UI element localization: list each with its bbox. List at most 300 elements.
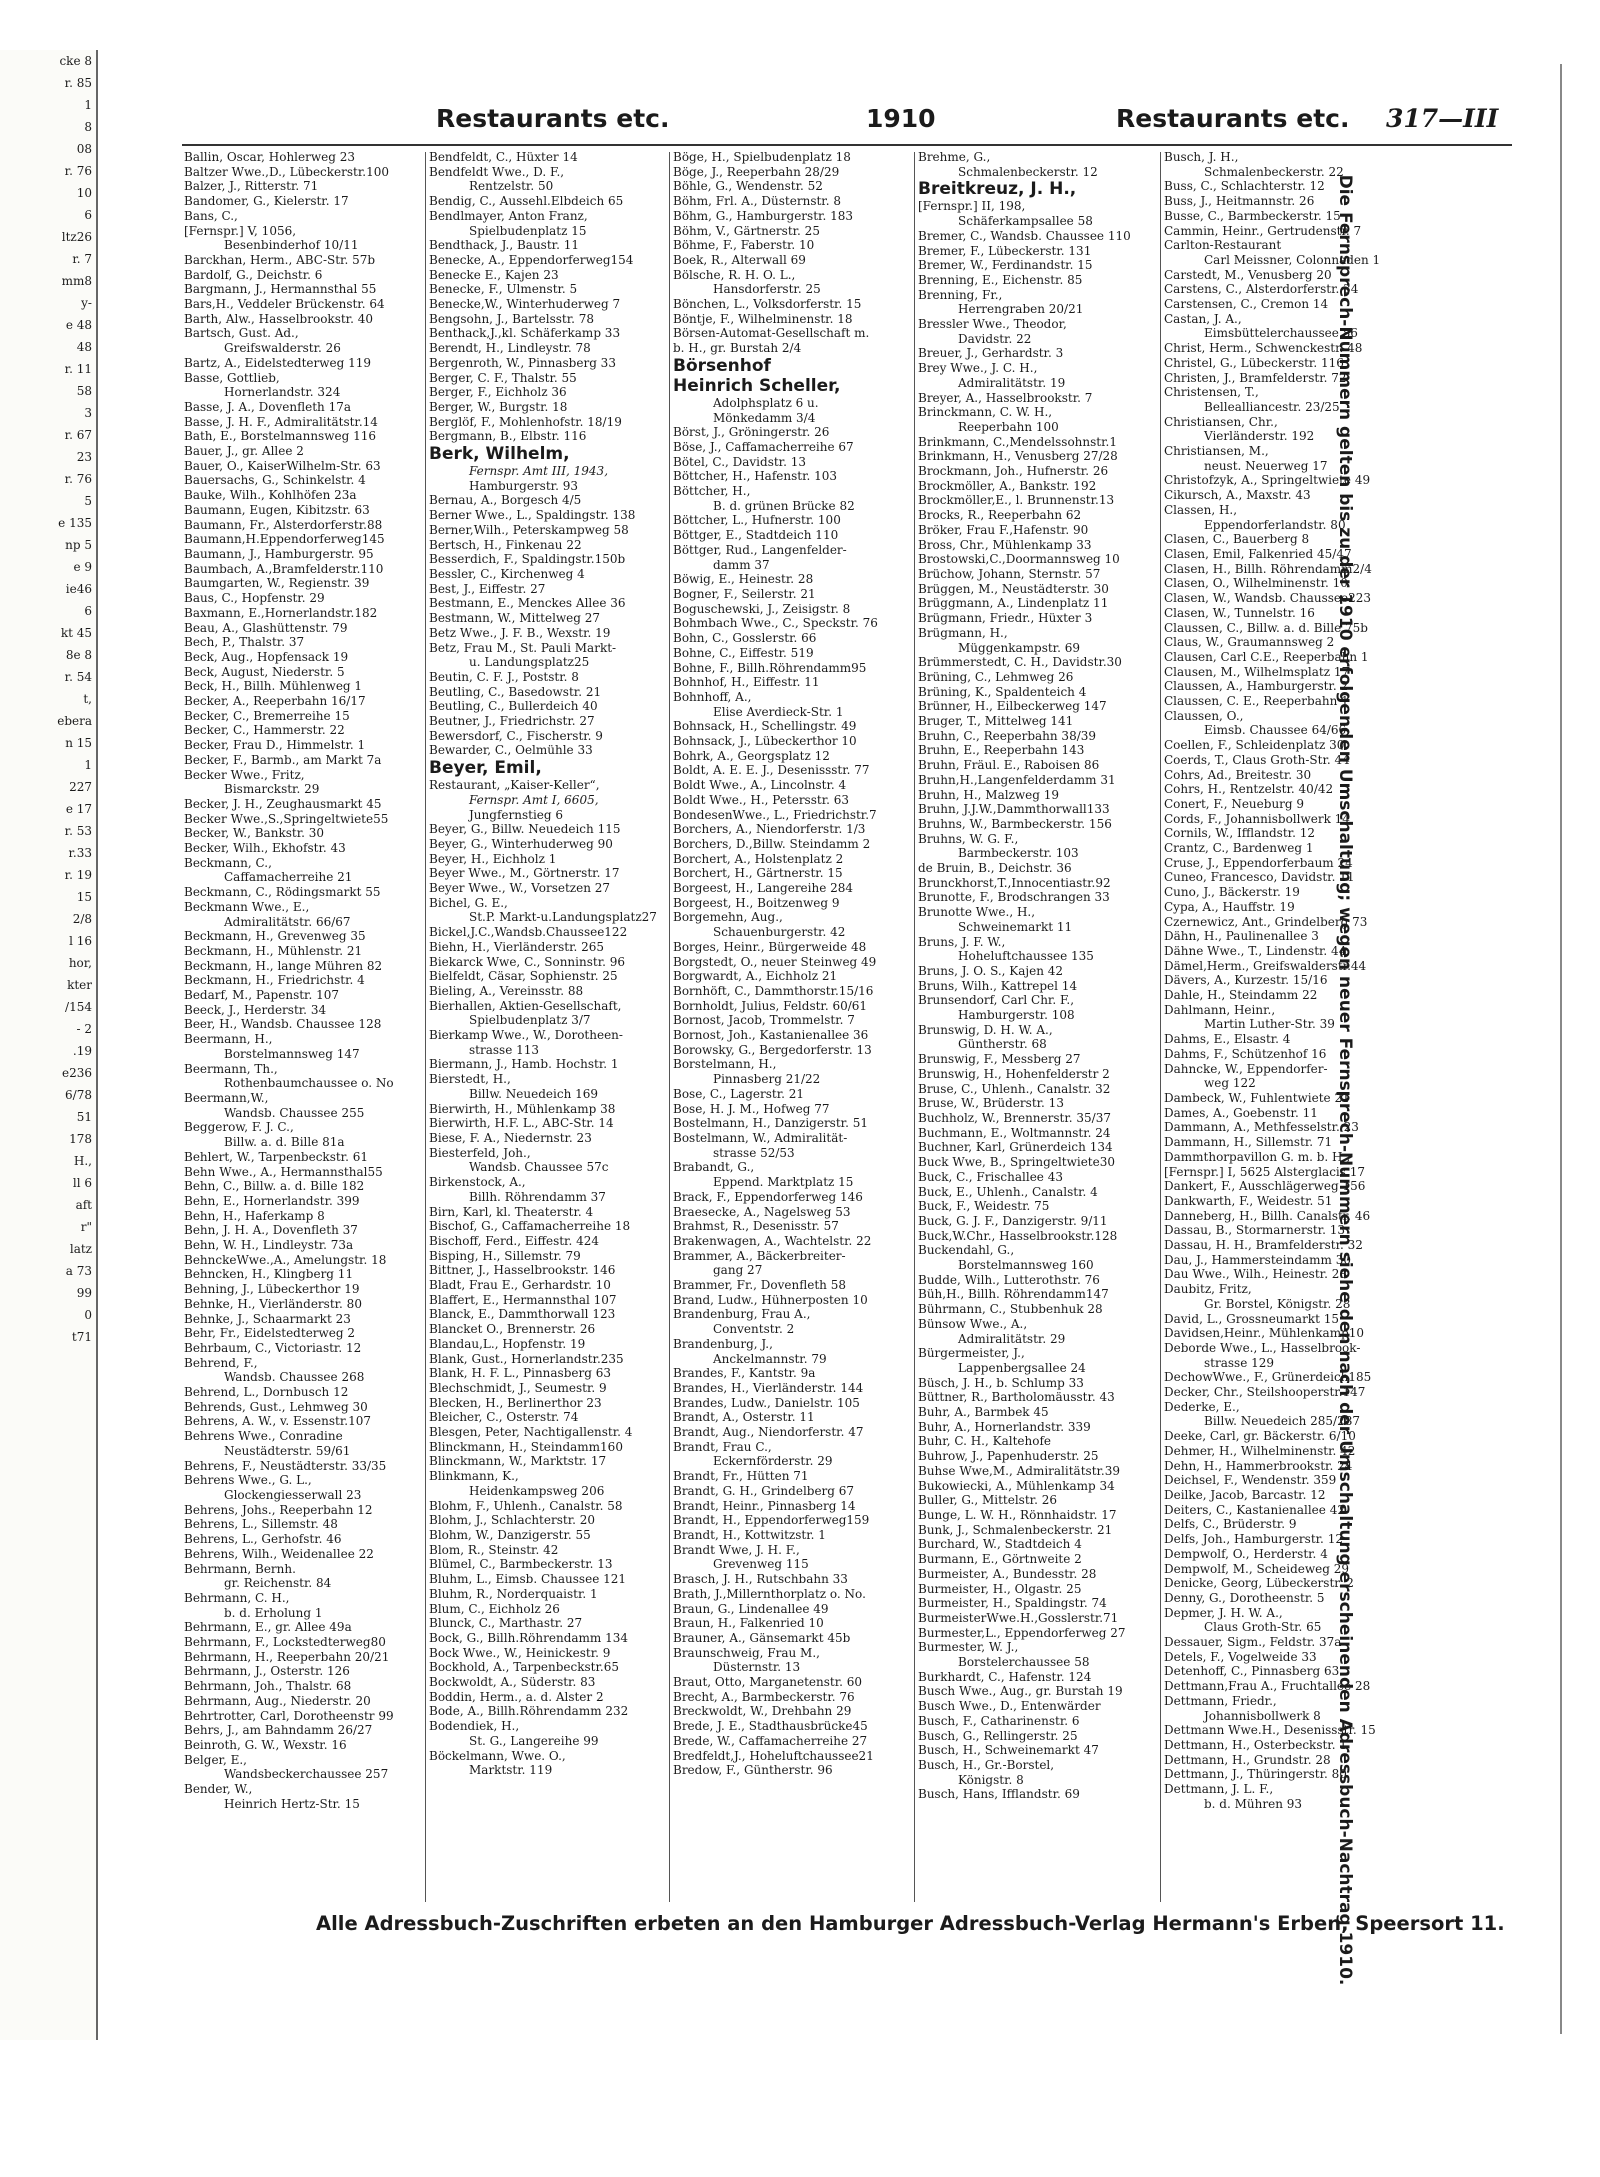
directory-entry: Classen, H., <box>1164 502 1238 517</box>
directory-entry: Borstelerchaussee 58 <box>958 1655 1090 1670</box>
directory-entry: BehnckeWwe.,A., Amelungstr. 18 <box>184 1252 387 1267</box>
directory-entry: Bross, Chr., Mühlenkamp 33 <box>918 537 1092 552</box>
directory-entry: Baxmann, E.,Hornerlandstr.182 <box>184 605 378 620</box>
directory-entry: Bornhöft, C., Dammthorstr.15/16 <box>673 983 874 998</box>
directory-entry: Becker, W., Bankstr. 30 <box>184 826 325 841</box>
directory-entry: Bohmbach Wwe., C., Speckstr. 76 <box>673 616 878 631</box>
directory-entry: damm 37 <box>713 557 770 572</box>
directory-entry: Wandsb. Chaussee 268 <box>224 1370 365 1385</box>
directory-entry: Billw. Neuedeich 169 <box>469 1086 599 1101</box>
directory-entry: Dammann, H., Sillemstr. 71 <box>1164 1135 1333 1150</box>
directory-entry: BurmeisterWwe.H.,Gosslerstr.71 <box>918 1610 1119 1625</box>
directory-entry: Schauenburgerstr. 42 <box>713 925 846 940</box>
directory-entry: strasse 52/53 <box>713 1145 795 1160</box>
directory-entry: Spielbudenplatz 3/7 <box>469 1013 591 1028</box>
directory-entry: Bluhm, L., Eimsb. Chaussee 121 <box>429 1572 627 1587</box>
directory-entry: Bruhn, J.J.W.,Dammthorwall133 <box>918 802 1110 817</box>
directory-entry: Beyer, G., Winterhuderweg 90 <box>429 836 613 851</box>
directory-entry: Bichel, G. E., <box>429 895 508 910</box>
directory-entry: Lappenbergsallee 24 <box>958 1360 1086 1375</box>
directory-entry: Claussen, C., Billw. a. d. Bille 75b <box>1164 620 1368 635</box>
directory-entry: Bohnhof, H., Eiffestr. 11 <box>673 675 820 690</box>
directory-entry: Castan, J. A., <box>1164 311 1242 326</box>
directory-entry: Deilke, Jacob, Barcastr. 12 <box>1164 1487 1326 1502</box>
directory-entry: strasse 129 <box>1204 1355 1275 1370</box>
directory-entry: Böhme, F., Faberstr. 10 <box>673 238 815 253</box>
directory-entry: Claus Groth-Str. 65 <box>1204 1620 1322 1635</box>
previous-page-fragment: 0 <box>84 1308 92 1322</box>
directory-entry: Busch, H., Gr.-Borstel, <box>918 1757 1055 1772</box>
directory-entry: Beggerow, F. J. C., <box>184 1120 294 1135</box>
directory-entry: Becker, C., Bremerreihe 15 <box>184 708 350 723</box>
directory-entry: Becker, A., Reeperbahn 16/17 <box>184 694 366 709</box>
directory-entry: Beinroth, G. W., Wexstr. 16 <box>184 1737 347 1752</box>
directory-entry: Busse, C., Barmbeckerstr. 15 <box>1164 208 1341 223</box>
directory-entry: Bostelmann, W., Admiralität- <box>673 1131 848 1145</box>
directory-entry: Borgeest, H., Boitzenweg 9 <box>673 895 840 910</box>
directory-entry: Blohm, F., Uhlenh., Canalstr. 58 <box>429 1498 623 1513</box>
directory-entry: Coellen, F., Schleidenplatz 30 <box>1164 738 1345 753</box>
directory-entry: Carstedt, M., Venusberg 20 <box>1164 267 1332 282</box>
directory-entry: Brandenburg, J., <box>673 1336 773 1351</box>
previous-page-fragment: e 48 <box>65 318 92 332</box>
previous-page-fragment: ll 6 <box>72 1176 92 1190</box>
directory-entry: Beckmann, H., Friedrichstr. 4 <box>184 973 365 988</box>
previous-page-fragment: 48 <box>76 340 92 354</box>
directory-entry: Behrens, A. W., v. Essenstr.107 <box>184 1414 371 1429</box>
previous-page-fragment: hor, <box>68 956 92 970</box>
directory-entry: Bruhns, W., Barmbeckerstr. 156 <box>918 816 1112 831</box>
directory-entry: Eimsbüttelerchaussee 86 <box>1204 326 1358 341</box>
directory-entry: Denicke, Georg, Lübeckerstr. 2 <box>1164 1576 1354 1591</box>
directory-entry: Behrens, L., Gerhofstr. 46 <box>184 1532 342 1547</box>
previous-page-fragment: 08 <box>76 142 92 156</box>
directory-entry: Bischoff, Ferd., Eiffestr. 424 <box>429 1233 600 1248</box>
directory-entry: Burchard, W., Stadtdeich 4 <box>918 1537 1082 1552</box>
directory-entry: Deiters, C., Kastanienallee 42 <box>1164 1502 1345 1517</box>
directory-entry: Billw. Neuedeich 285/287 <box>1204 1414 1360 1429</box>
directory-entry: Behlert, W., Tarpenbeckstr. 61 <box>184 1149 369 1164</box>
previous-page-fragment: 1 <box>84 98 92 112</box>
directory-entry: Busch, J. H., <box>1164 150 1239 164</box>
directory-entry: Billw. a. d. Bille 81a <box>224 1135 345 1150</box>
directory-entry: Carstensen, C., Cremon 14 <box>1164 297 1329 312</box>
directory-entry: Böge, J., Reeperbahn 28/29 <box>673 164 840 179</box>
directory-entry: Bönchen, L., Volksdorferstr. 15 <box>673 297 862 312</box>
directory-entry: David, L., Grossneumarkt 15 <box>1164 1311 1339 1326</box>
previous-page-fragment: cke 8 <box>59 54 92 68</box>
directory-entry: Beckmann, C., Rödingsmarkt 55 <box>184 885 381 900</box>
directory-entry: Coerds, T., Claus Groth-Str. 44 <box>1164 752 1350 767</box>
page-edge <box>1560 64 1562 2034</box>
previous-page-fragment: 3 <box>84 406 92 420</box>
directory-entry: Behn, W. H., Lindleystr. 73a <box>184 1238 354 1253</box>
directory-entry: Böhm, Frl. A., Düsternstr. 8 <box>673 194 841 209</box>
directory-entry: Conert, F., Neueburg 9 <box>1164 796 1305 811</box>
directory-entry: Buhr, A., Hornerlandstr. 339 <box>918 1419 1091 1434</box>
directory-entry: Clausen, M., Wilhelmsplatz 17 <box>1164 664 1350 679</box>
directory-entry: Brinkmann, C.,Mendelssohnstr.1 <box>918 434 1117 449</box>
directory-entry: Bauke, Wilh., Kohlhöfen 23a <box>184 488 357 503</box>
directory-entry: Buhr, A., Barmbek 45 <box>918 1405 1049 1420</box>
directory-entry: Dammthorpavillon G. m. b. H., <box>1164 1149 1351 1164</box>
directory-entry: Benecke, A., Eppendorferweg154 <box>429 252 634 267</box>
header-section-right: Restaurants etc. <box>1116 104 1350 133</box>
directory-entry: Bruhn,H.,Langenfelderdamm 31 <box>918 772 1116 787</box>
directory-entry: Buhr, C. H., Kaltehofe <box>918 1434 1051 1449</box>
directory-entry: Brunsendorf, Carl Chr. F., <box>918 993 1075 1008</box>
directory-entry: Bohnsack, J., Lübeckerthor 10 <box>673 734 857 749</box>
directory-entry: Bose, C., Lagerstr. 21 <box>673 1086 805 1101</box>
previous-page-fragment: r. 67 <box>64 428 92 442</box>
directory-entry: Blechschmidt, J., Seumestr. 9 <box>429 1380 607 1395</box>
directory-entry: Dassau, H. H., Bramfelderstr. 32 <box>1164 1238 1363 1253</box>
directory-entry: Buck, C., Frischallee 43 <box>918 1169 1063 1184</box>
directory-entry: Böttger, E., Stadtdeich 110 <box>673 528 839 543</box>
directory-entry: Dau, J., Hammersteindamm 30 <box>1164 1252 1351 1267</box>
directory-entry: Beeck, J., Herderstr. 34 <box>184 1002 327 1017</box>
directory-entry: Behrens Wwe., Conradine <box>184 1429 343 1444</box>
directory-entry: Beckmann, H., Mühlenstr. 21 <box>184 943 363 958</box>
directory-entry: Bremer, F., Lübeckerstr. 131 <box>918 243 1092 258</box>
directory-entry: Beau, A., Glashüttenstr. 79 <box>184 620 348 635</box>
directory-entry: [Fernspr.] V, 1056, <box>184 223 297 238</box>
directory-entry: Delfs, Joh., Hamburgerstr. 12 <box>1164 1532 1343 1547</box>
directory-entry: Brack, F., Eppendorferweg 146 <box>673 1189 863 1204</box>
previous-page-fragment: 6 <box>84 604 92 618</box>
directory-entry: Bernau, A., Borgesch 4/5 <box>429 493 582 508</box>
directory-entry: Besserdich, F., Spaldingstr.150b <box>429 552 626 567</box>
directory-entry: Böntje, F., Wilhelminenstr. 18 <box>673 311 853 326</box>
directory-entry: Behrens, Wilh., Weidenallee 22 <box>184 1546 374 1561</box>
directory-entry: Busch, Hans, Ifflandstr. 69 <box>918 1787 1080 1802</box>
directory-entry: Bierwirth, H., Mühlenkamp 38 <box>429 1101 616 1116</box>
directory-entry: Caffamacherreihe 21 <box>224 870 353 885</box>
directory-entry: Borges, Heinr., Bürgerweide 48 <box>673 939 867 954</box>
directory-entry: Hamburgerstr. 108 <box>958 1008 1075 1023</box>
directory-entry: Bedarf, M., Papenstr. 107 <box>184 988 339 1003</box>
directory-entry: Braesecke, A., Nagelsweg 53 <box>673 1204 851 1219</box>
directory-entry: Bischof, G., Caffamacherreihe 18 <box>429 1219 631 1234</box>
directory-entry: Beckmann, H., lange Mühren 82 <box>184 958 383 973</box>
directory-entry: Behning, J., Lübeckerthor 19 <box>184 1282 360 1297</box>
directory-entry: Beermann, Th., <box>184 1061 278 1076</box>
previous-page-fragment: r" <box>80 1220 92 1234</box>
directory-entry: Bierhallen, Aktien-Gesellschaft, <box>429 998 622 1013</box>
directory-entry: Berger, C. F., Thalstr. 55 <box>429 370 577 385</box>
directory-entry: Ballin, Oscar, Hohlerweg 23 <box>184 150 355 164</box>
directory-entry: Bardolf, G., Deichstr. 6 <box>184 267 323 282</box>
directory-entry: Bockwoldt, A., Süderstr. 83 <box>429 1675 596 1690</box>
directory-entry: Rentzelstr. 50 <box>469 179 554 194</box>
directory-entry: Behn, J. H. A., Dovenfleth 37 <box>184 1223 358 1238</box>
previous-page-fragment: r.33 <box>68 846 92 860</box>
directory-entry: Hansdorferstr. 25 <box>713 282 821 297</box>
directory-entry: Bock Wwe., W., Heinickestr. 9 <box>429 1645 611 1660</box>
directory-entry: Balzer, J., Ritterstr. 71 <box>184 179 319 194</box>
directory-entry: Behnke, H., Vierländerstr. 80 <box>184 1296 362 1311</box>
directory-entry: Beck, August, Niederstr. 5 <box>184 664 345 679</box>
previous-page-fragment: a 73 <box>65 1264 92 1278</box>
directory-entry: Brünner, H., Eilbeckerweg 147 <box>918 699 1107 714</box>
directory-entry: Baus, C., Hopfenstr. 29 <box>184 591 325 606</box>
directory-entry: Bockhold, A., Tarpenbeckstr.65 <box>429 1660 619 1675</box>
directory-entry: Decker, Chr., Steilshooperstr.147 <box>1164 1385 1366 1400</box>
directory-entry: Burkhardt, C., Hafenstr. 124 <box>918 1669 1092 1684</box>
directory-entry: Börsen-Automat-Gesellschaft m. <box>673 326 870 341</box>
directory-entry: Biekarck Wwe, C., Sonninstr. 96 <box>429 954 626 969</box>
directory-entry: Adolphsplatz 6 u. <box>713 395 819 410</box>
directory-entry: Dahms, F., Schützenhof 16 <box>1164 1046 1327 1061</box>
directory-entry: Dederke, E., <box>1164 1399 1240 1414</box>
previous-page-fragment: ltz26 <box>61 230 92 244</box>
directory-entry: Bender, W., <box>184 1782 253 1797</box>
directory-entry: u. Landungsplatz25 <box>469 655 590 670</box>
directory-entry: Claussen, C. E., Reeperbahn 1 <box>1164 694 1349 709</box>
directory-entry: Christ, Herm., Schwenckestr. 48 <box>1164 341 1363 356</box>
directory-entry: Beyer, G., Billw. Neuedeich 115 <box>429 822 621 837</box>
previous-page-fragment: mm8 <box>61 274 92 288</box>
directory-heading: Beyer, Emil, <box>429 758 542 779</box>
directory-entry: Brandes, F., Kantstr. 9a <box>673 1366 816 1381</box>
directory-entry: Buck, E., Uhlenh., Canalstr. 4 <box>918 1184 1098 1199</box>
directory-entry: Bohnhoff, A., <box>673 689 752 704</box>
directory-entry: Bertsch, H., Finkenau 22 <box>429 537 582 552</box>
directory-entry: Blunck, C., Marthastr. 27 <box>429 1616 583 1631</box>
directory-entry: Bech, P., Thalstr. 37 <box>184 635 305 650</box>
directory-entry: Johannisbollwerk 8 <box>1204 1708 1321 1723</box>
directory-entry: Breckwoldt, W., Drehbahn 29 <box>673 1704 852 1719</box>
column-divider <box>1160 152 1161 1902</box>
previous-page-fragment: - 2 <box>76 1022 92 1036</box>
directory-entry: Berendt, H., Lindleystr. 78 <box>429 341 591 356</box>
directory-entry: Beermann,W., <box>184 1091 269 1105</box>
directory-entry: Blank, H. F. L., Pinnasberg 63 <box>429 1366 611 1381</box>
directory-entry: Brunotte, F., Brodschrangen 33 <box>918 890 1110 905</box>
previous-page-fragment: kt 45 <box>60 626 92 640</box>
directory-entry: Boguschewski, J., Zeisigstr. 8 <box>673 601 851 616</box>
directory-entry: Carstens, C., Alsterdorferstr. 34 <box>1164 282 1359 297</box>
directory-entry: Behrmann, F., Lockstedterweg80 <box>184 1635 386 1650</box>
directory-entry: Dahncke, W., Eppendorfer- <box>1164 1061 1328 1076</box>
directory-entry: Brakenwagen, A., Wachtelstr. 22 <box>673 1233 872 1248</box>
directory-entry: Besenbinderhof 10/11 <box>224 238 359 253</box>
directory-entry: Detenhoff, C., Pinnasberg 63 <box>1164 1664 1340 1679</box>
directory-entry: Burmester, W. J., <box>918 1640 1019 1655</box>
directory-entry: Borchert, H., Gärtnerstr. 15 <box>673 866 843 881</box>
directory-entry: Behrens, L., Sillemstr. 48 <box>184 1517 338 1532</box>
previous-page-fragment: 2/8 <box>72 912 92 926</box>
directory-entry: Biehn, H., Vierländerstr. 265 <box>429 939 605 954</box>
directory-entry: Borstelmannsweg 160 <box>958 1258 1094 1273</box>
directory-entry: Bans, C., <box>184 208 238 223</box>
directory-entry: BondesenWwe., L., Friedrichstr.7 <box>673 807 877 822</box>
directory-entry: Bremer, C., Wandsb. Chaussee 110 <box>918 228 1131 243</box>
directory-entry: Eimsb. Chaussee 64/66 <box>1204 723 1347 738</box>
directory-entry: Wandsb. Chaussee 57c <box>469 1160 609 1175</box>
directory-entry: Brede, W., Caffamacherreihe 27 <box>673 1733 868 1748</box>
header-section-left: Restaurants etc. <box>436 104 670 133</box>
directory-entry: Bohnsack, H., Schellingstr. 49 <box>673 719 857 734</box>
previous-page-fragment: e 17 <box>65 802 92 816</box>
directory-entry: Berner Wwe., L., Spaldingstr. 138 <box>429 508 636 523</box>
directory-entry: Bostelmann, H., Danzigerstr. 51 <box>673 1116 868 1131</box>
directory-entry: Becker, J. H., Zeughausmarkt 45 <box>184 796 382 811</box>
directory-entry: Christiansen, M., <box>1164 444 1269 459</box>
directory-entry: strasse 113 <box>469 1042 540 1057</box>
directory-entry: Bunk, J., Schmalenbeckerstr. 21 <box>918 1522 1113 1537</box>
directory-entry: Brandt, H., Eppendorferweg159 <box>673 1513 870 1528</box>
directory-entry: Beer, H., Wandsb. Chaussee 128 <box>184 1017 382 1032</box>
directory-entry: Bruhn, Fräul. E., Raboisen 86 <box>918 758 1100 773</box>
previous-page-fragment: r. 11 <box>64 362 92 376</box>
directory-entry: Biermann, J., Hamb. Hochstr. 1 <box>429 1057 619 1072</box>
directory-entry: Böse, J., Caffamacherreihe 67 <box>673 439 854 454</box>
directory-entry: Boddin, Herm., a. d. Alster 2 <box>429 1689 604 1704</box>
directory-entry: Benecke E., Kajen 23 <box>429 267 559 282</box>
directory-entry: Bauersachs, G., Schinkelstr. 4 <box>184 473 366 488</box>
directory-entry: Brüning, K., Spaldenteich 4 <box>918 684 1087 699</box>
directory-entry: Bremer, W., Ferdinandstr. 15 <box>918 258 1093 273</box>
directory-entry: Admiralitätstr. 19 <box>958 375 1066 390</box>
directory-entry: Birn, Karl, kl. Theaterstr. 4 <box>429 1204 594 1219</box>
directory-entry: Beyer Wwe., W., Vorsetzen 27 <box>429 881 611 896</box>
directory-entry: Busch, H., Schweinemarkt 47 <box>918 1743 1099 1758</box>
column-4 <box>918 150 1156 1905</box>
directory-entry: Behrens, F., Neustädterstr. 33/35 <box>184 1458 387 1473</box>
directory-entry: Buss, J., Heitmannstr. 26 <box>1164 194 1315 209</box>
directory-entry: Boldt, A. E. E. J., Desenissstr. 77 <box>673 763 870 778</box>
directory-entry: Brandt, Frau C., <box>673 1439 772 1454</box>
directory-entry: Dähn, H., Paulinenallee 3 <box>1164 929 1319 944</box>
directory-entry: Brammer, Fr., Dovenfleth 58 <box>673 1278 846 1293</box>
directory-entry: Bredfeldt,J., Hoheluftchaussee21 <box>673 1748 874 1763</box>
directory-entry: Biesterfeld, Joh., <box>429 1145 531 1160</box>
directory-entry: Brecht, A., Barmbeckerstr. 76 <box>673 1689 855 1704</box>
previous-page-fragment: 51 <box>76 1110 92 1124</box>
directory-entry: Daubitz, Fritz, <box>1164 1282 1252 1297</box>
directory-entry: neust. Neuerweg 17 <box>1204 458 1328 473</box>
previous-page-fragment: 8e 8 <box>65 648 92 662</box>
directory-entry: Borstelmannsweg 147 <box>224 1046 360 1061</box>
directory-entry: Blinckmann, H., Steindamm160 <box>429 1439 623 1454</box>
directory-entry: Blinkmann, K., <box>429 1469 519 1484</box>
directory-entry: Eppendorferlandstr. 80 <box>1204 517 1346 532</box>
directory-entry: Blohm, W., Danzigerstr. 55 <box>429 1527 591 1542</box>
directory-entry: Brockmann, Joh., Hufnerstr. 26 <box>918 464 1109 479</box>
directory-entry: Fernspr. Amt III, 1943, <box>469 464 609 479</box>
directory-entry: Beckmann Wwe., E., <box>184 899 310 914</box>
directory-entry: b. d. Mühren 93 <box>1204 1796 1303 1811</box>
directory-entry: Pinnasberg 21/22 <box>713 1072 821 1087</box>
directory-entry: Basse, J. A., Dovenfleth 17a <box>184 399 351 414</box>
directory-entry: Bose, H. J. M., Hofweg 77 <box>673 1101 830 1116</box>
directory-entry: Vierländerstr. 192 <box>1204 429 1315 444</box>
directory-entry: Billh. Röhrendamm 37 <box>469 1189 606 1204</box>
directory-entry: Baumann,H.Eppendorferweg145 <box>184 532 385 547</box>
directory-entry: Brunotte Wwe., H., <box>918 905 1036 920</box>
previous-page-fragment: 10 <box>76 186 92 200</box>
directory-entry: Christen, J., Bramfelderstr. 72 <box>1164 370 1347 385</box>
directory-entry: Cohrs, H., Rentzelstr. 40/42 <box>1164 782 1334 797</box>
directory-entry: Denny, G., Dorotheenstr. 5 <box>1164 1590 1325 1605</box>
directory-entry: Beck, Aug., Hopfensack 19 <box>184 649 349 664</box>
previous-page-fragment: .19 <box>72 1044 92 1058</box>
directory-entry: Blancket O., Brennerstr. 26 <box>429 1322 596 1337</box>
directory-entry: Böhm, G., Hamburgerstr. 183 <box>673 208 853 223</box>
directory-entry: Davidstr. 22 <box>958 331 1032 346</box>
previous-page-fragment: r. 7 <box>72 252 92 266</box>
column-1 <box>184 150 422 1905</box>
directory-entry: Bewarder, C., Oelmühle 33 <box>429 743 593 758</box>
directory-entry: Burmann, E., Görtnweite 2 <box>918 1552 1082 1567</box>
directory-entry: Bendig, C., Aussehl.Elbdeich 65 <box>429 194 624 209</box>
directory-entry: Buhrow, J., Papenhuderstr. 25 <box>918 1449 1099 1464</box>
previous-page-fragment: np 5 <box>65 538 92 552</box>
column-2 <box>429 150 667 1905</box>
directory-entry: Becker, Frau D., Himmelstr. 1 <box>184 738 366 753</box>
directory-entry: Barckhan, Herm., ABC-Str. 57b <box>184 252 376 267</box>
previous-page-fragment: 23 <box>76 450 92 464</box>
previous-page-fragment: e236 <box>61 1066 92 1080</box>
directory-entry: Berglöf, F., Mohlenhofstr. 18/19 <box>429 414 622 429</box>
directory-entry: Reeperbahn 100 <box>958 419 1059 434</box>
directory-entry: Bielfeldt, Cäsar, Sophienstr. 25 <box>429 969 618 984</box>
directory-entry: Buck, F., Weidestr. 75 <box>918 1199 1050 1214</box>
directory-entry: Brüggmann, A., Lindenplatz 11 <box>918 596 1109 611</box>
directory-entry: Brandt, G. H., Grindelberg 67 <box>673 1483 855 1498</box>
directory-entry: Dankert, F., Ausschlägerweg 156 <box>1164 1179 1366 1194</box>
directory-entry: Anckelmannstr. 79 <box>713 1351 827 1366</box>
directory-entry: Berger, W., Burgstr. 18 <box>429 399 568 414</box>
previous-page-fragment: 15 <box>76 890 92 904</box>
directory-entry: Borstelmann, H., <box>673 1057 777 1072</box>
directory-entry: Brandes, H., Vierländerstr. 144 <box>673 1380 864 1395</box>
directory-entry: Blom, R., Steinstr. 42 <box>429 1542 559 1557</box>
directory-entry: Bars,H., Veddeler Brückenstr. 64 <box>184 297 385 312</box>
directory-entry: Benecke, F., Ulmenstr. 5 <box>429 282 578 297</box>
column-3 <box>673 150 911 1905</box>
directory-entry: B. d. grünen Brücke 82 <box>713 498 855 513</box>
directory-entry: Blecken, H., Berlinerthor 23 <box>429 1395 602 1410</box>
directory-entry: Behnke, J., Schaarmarkt 23 <box>184 1311 351 1326</box>
directory-entry: Brockmöller,E., l. Brunnenstr.13 <box>918 493 1115 508</box>
directory-entry: Bornholdt, Julius, Feldstr. 60/61 <box>673 998 868 1013</box>
directory-entry: Carlton-Restaurant <box>1164 238 1282 253</box>
directory-entry: Borchert, A., Holstenplatz 2 <box>673 851 844 866</box>
directory-entry: Wandsbeckerchaussee 257 <box>224 1767 389 1782</box>
directory-entry: Behncken, H., Klingberg 11 <box>184 1267 354 1282</box>
directory-entry: Baumann, Eugen, Kibitzstr. 63 <box>184 502 370 517</box>
directory-entry: Bath, E., Borstelmannsweg 116 <box>184 429 376 444</box>
directory-entry: Buck Wwe, B., Springeltwiete30 <box>918 1155 1116 1170</box>
directory-entry: Busch Wwe., Aug., gr. Burstah 19 <box>918 1684 1123 1699</box>
directory-entry: Dahms, E., Elsastr. 4 <box>1164 1032 1291 1047</box>
directory-entry: Brandt, Aug., Niendorferstr. 47 <box>673 1425 864 1440</box>
directory-entry: Neustädterstr. 59/61 <box>224 1443 351 1458</box>
directory-entry: Beutling, C., Basedowstr. 21 <box>429 684 602 699</box>
directory-entry: gang 27 <box>713 1263 763 1278</box>
directory-entry: Buss, C., Schlachterstr. 12 <box>1164 179 1325 194</box>
directory-entry: Brüchow, Johann, Sternstr. 57 <box>918 566 1101 581</box>
previous-page-fragment: 227 <box>69 780 92 794</box>
directory-entry: Brasch, J. H., Rutschbahn 33 <box>673 1572 848 1587</box>
directory-entry: Blümel, C., Barmbeckerstr. 13 <box>429 1557 613 1572</box>
page-header <box>176 100 1526 140</box>
directory-entry: Bredow, F., Güntherstr. 96 <box>673 1763 833 1778</box>
directory-entry: Birkenstock, A., <box>429 1175 526 1190</box>
previous-page-fragment: r. 53 <box>64 824 92 838</box>
